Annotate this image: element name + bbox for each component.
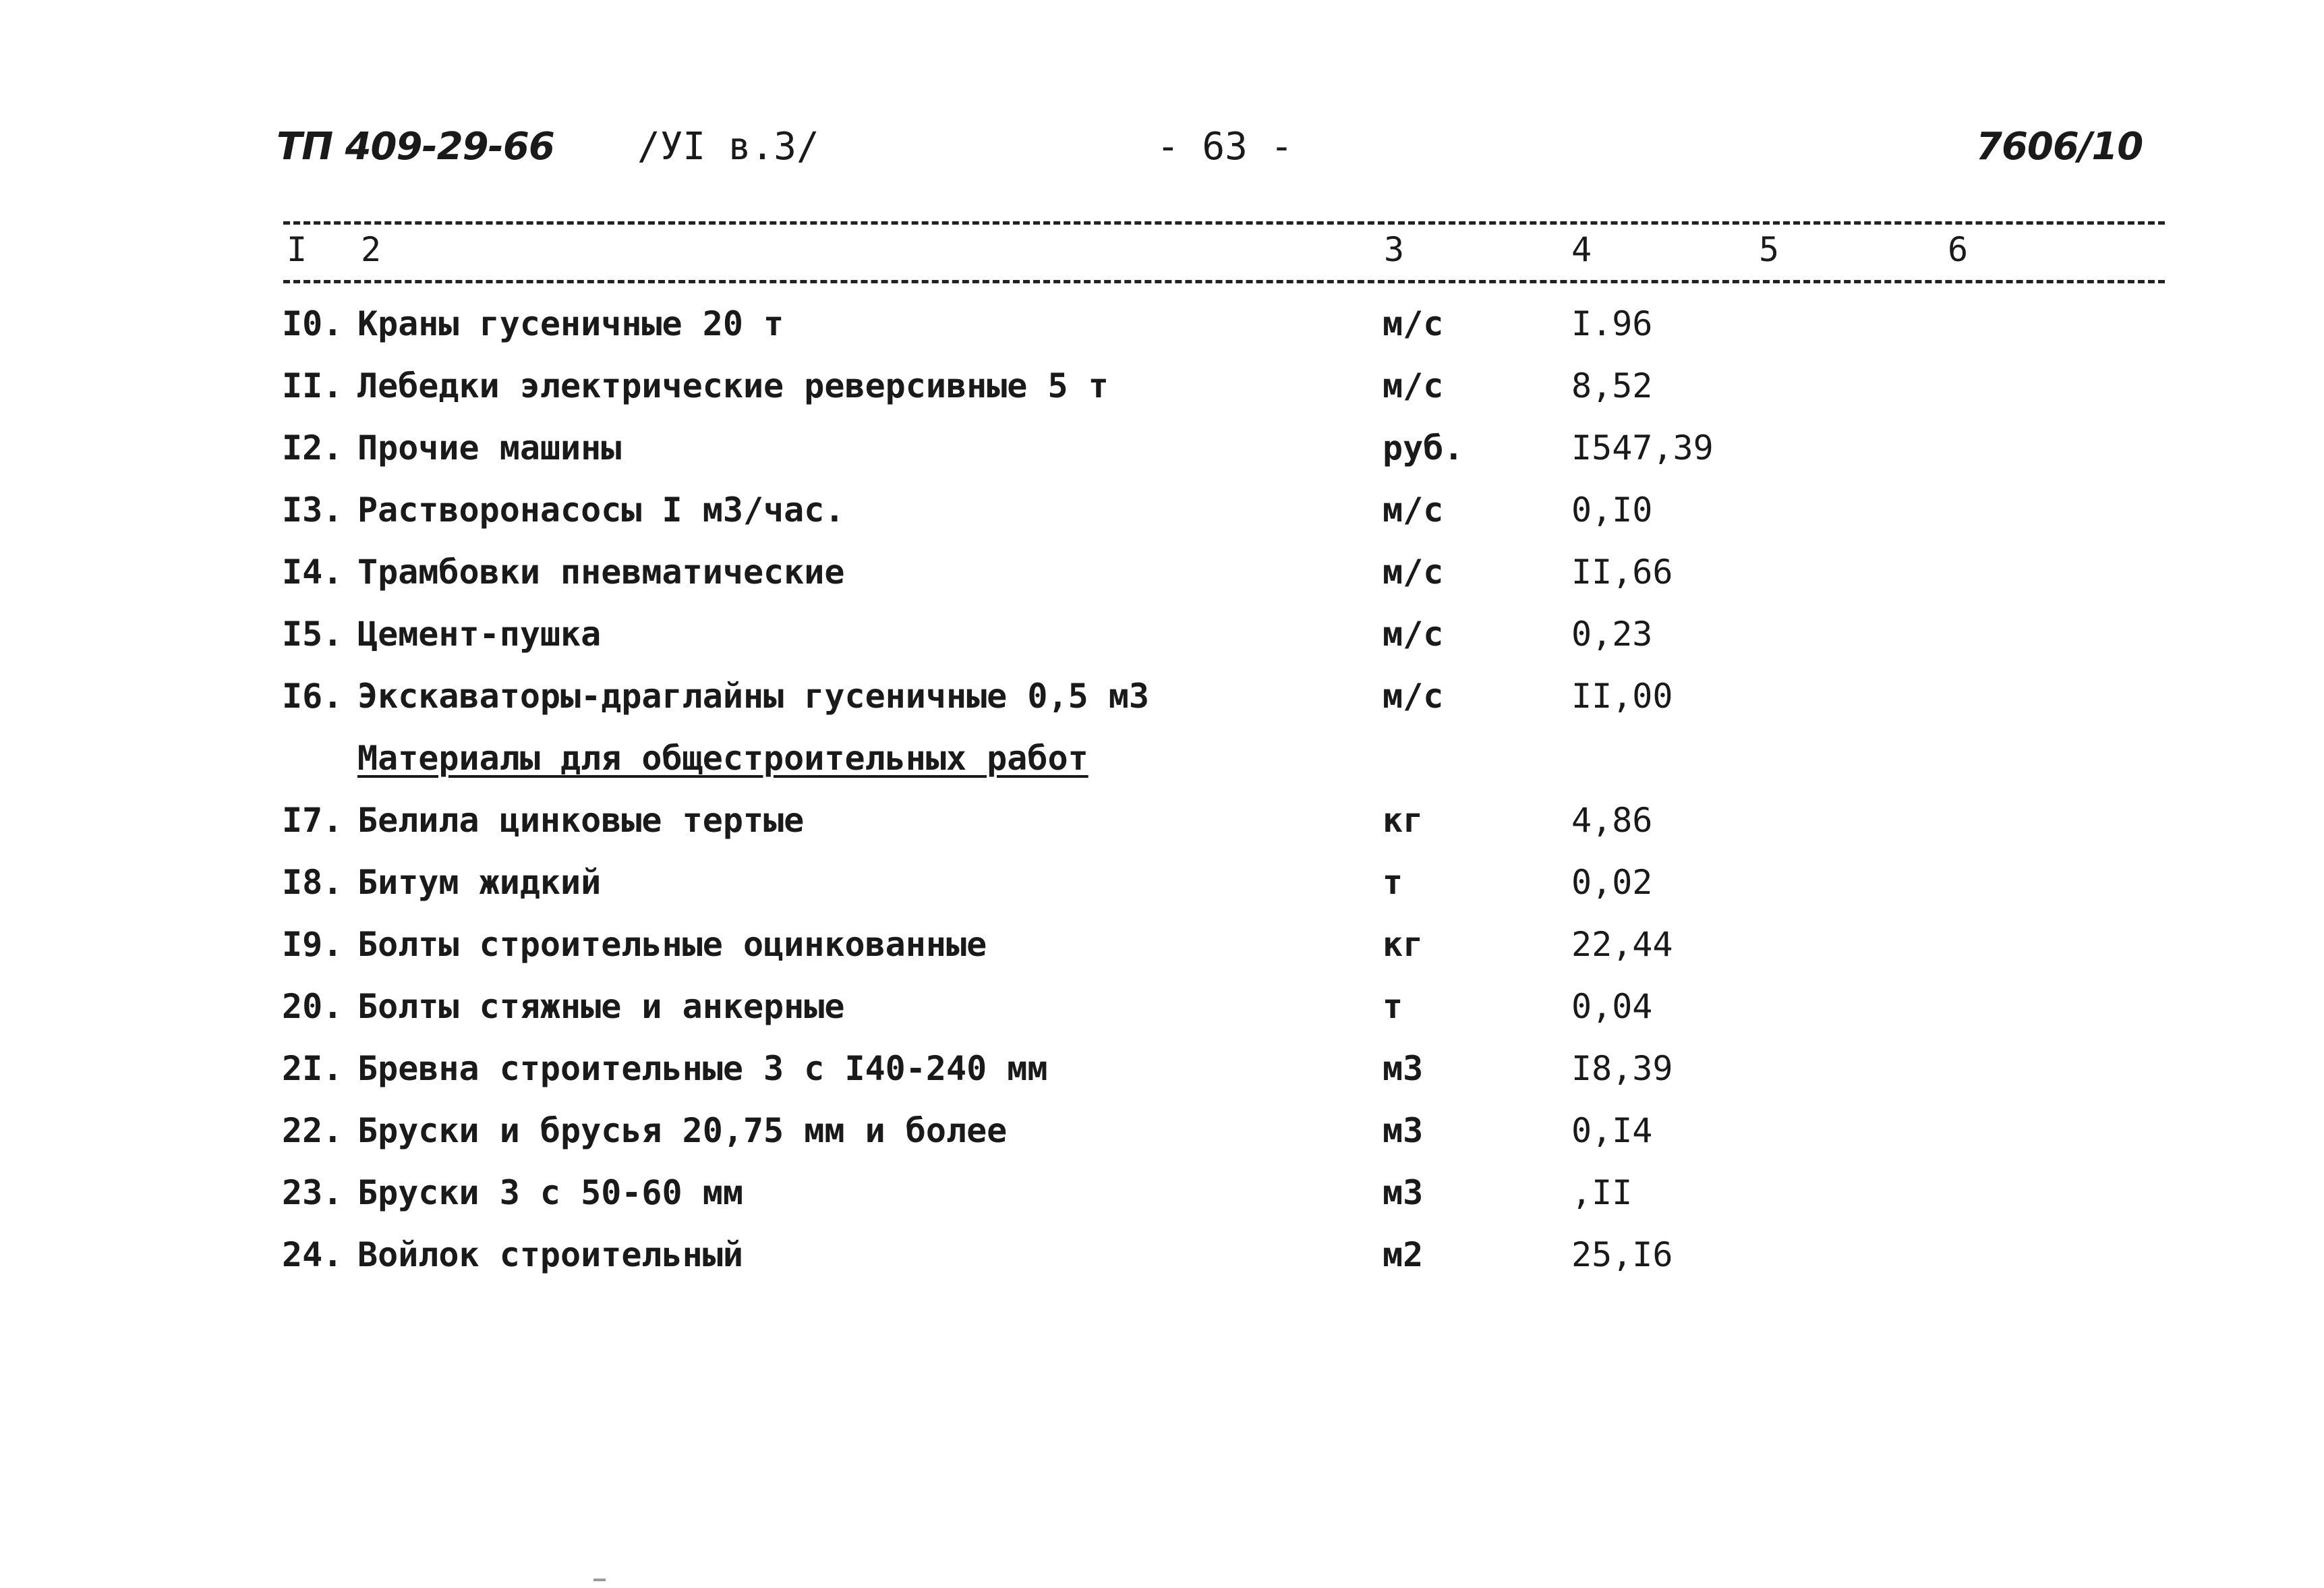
column-header-5: 5 bbox=[1759, 230, 1780, 269]
row-number: 24. bbox=[282, 1235, 343, 1274]
row-unit: кг bbox=[1383, 801, 1424, 840]
row-number: 2I. bbox=[282, 1049, 343, 1088]
row-quantity: I8,39 bbox=[1571, 1049, 1673, 1088]
row-unit: м/с bbox=[1383, 615, 1444, 654]
row-name: Растворонасосы I м3/час. bbox=[357, 490, 845, 530]
table-row bbox=[0, 552, 2324, 617]
row-name: Болты стяжные и анкерные bbox=[357, 987, 845, 1026]
row-name: Войлок строительный bbox=[357, 1235, 743, 1274]
row-unit: м/с bbox=[1383, 304, 1444, 343]
column-header-6: 6 bbox=[1948, 230, 1969, 269]
row-name: Прочие машины bbox=[357, 428, 622, 467]
table-row bbox=[0, 987, 2324, 1052]
drawing-number: 7606/10 bbox=[1976, 125, 2143, 169]
page-header bbox=[0, 0, 2324, 202]
row-quantity: 8,52 bbox=[1571, 366, 1653, 405]
row-name: Краны гусеничные 20 т bbox=[357, 304, 784, 343]
row-quantity: II,00 bbox=[1571, 677, 1673, 716]
document-code: ТП 409-29-66 bbox=[277, 125, 554, 169]
row-quantity: 22,44 bbox=[1571, 925, 1673, 964]
row-quantity: 0,I0 bbox=[1571, 490, 1653, 530]
row-quantity: II,66 bbox=[1571, 552, 1673, 592]
column-header-1: I bbox=[287, 230, 308, 269]
row-unit: т bbox=[1383, 863, 1403, 902]
page-number: - 63 - bbox=[1157, 125, 1294, 169]
row-number: I6. bbox=[282, 677, 343, 716]
table-header-rule bbox=[283, 280, 2165, 283]
row-number: 20. bbox=[282, 987, 343, 1026]
table-row bbox=[0, 428, 2324, 493]
table-row bbox=[0, 1111, 2324, 1176]
row-number: I8. bbox=[282, 863, 343, 902]
row-unit: м/с bbox=[1383, 366, 1444, 405]
resource-table bbox=[0, 304, 2324, 1300]
row-unit: м/с bbox=[1383, 677, 1444, 716]
row-name: Бревна строительные 3 с I40-240 мм bbox=[357, 1049, 1048, 1088]
table-row bbox=[0, 617, 2324, 679]
row-name: Бруски и брусья 20,75 мм и более bbox=[357, 1111, 1008, 1150]
row-name: Экскаваторы-драглайны гусеничные 0,5 м3 bbox=[357, 677, 1149, 716]
row-quantity: 25,I6 bbox=[1571, 1235, 1673, 1274]
table-row bbox=[0, 490, 2324, 555]
row-quantity: I547,39 bbox=[1571, 428, 1714, 467]
section-title: Материалы для общестроительных работ bbox=[357, 739, 1088, 778]
table-row bbox=[0, 679, 2324, 741]
table-row bbox=[0, 1049, 2324, 1114]
row-name: Трамбовки пневматические bbox=[357, 552, 845, 592]
row-number: I0. bbox=[282, 304, 343, 343]
table-row bbox=[0, 925, 2324, 990]
scan-speck bbox=[593, 1579, 606, 1581]
row-name: Бруски 3 с 50-60 мм bbox=[357, 1173, 743, 1212]
row-unit: м3 bbox=[1383, 1049, 1424, 1088]
table-row bbox=[0, 1173, 2324, 1238]
row-number: I3. bbox=[282, 490, 343, 530]
volume-label: /УI в.3/ bbox=[637, 125, 819, 169]
row-quantity: ,II bbox=[1571, 1173, 1633, 1212]
row-name: Цемент-пушка bbox=[357, 615, 602, 654]
row-unit: м3 bbox=[1383, 1111, 1424, 1150]
row-unit: м3 bbox=[1383, 1173, 1424, 1212]
row-name: Белила цинковые тертые bbox=[357, 801, 805, 840]
row-number: I7. bbox=[282, 801, 343, 840]
row-number: 22. bbox=[282, 1111, 343, 1150]
row-quantity: 0,02 bbox=[1571, 863, 1653, 902]
row-unit: м2 bbox=[1383, 1235, 1424, 1274]
row-unit: м/с bbox=[1383, 552, 1444, 592]
column-header-3: 3 bbox=[1384, 230, 1405, 269]
row-name: Болты строительные оцинкованные bbox=[357, 925, 987, 964]
row-unit: м/с bbox=[1383, 490, 1444, 530]
row-unit: кг bbox=[1383, 925, 1424, 964]
row-number: I5. bbox=[282, 615, 343, 654]
row-number: II. bbox=[282, 366, 343, 405]
row-quantity: 0,I4 bbox=[1571, 1111, 1653, 1150]
section-heading-row bbox=[0, 741, 2324, 803]
row-number: I2. bbox=[282, 428, 343, 467]
row-number: 23. bbox=[282, 1173, 343, 1212]
table-row bbox=[0, 366, 2324, 431]
row-name: Лебедки электрические реверсивные 5 т bbox=[357, 366, 1109, 405]
column-header-2: 2 bbox=[361, 230, 382, 269]
row-quantity: I.96 bbox=[1571, 304, 1653, 343]
row-quantity: 4,86 bbox=[1571, 801, 1653, 840]
table-row bbox=[0, 863, 2324, 928]
row-number: I9. bbox=[282, 925, 343, 964]
table-row bbox=[0, 1235, 2324, 1300]
table-top-rule bbox=[283, 221, 2165, 225]
table-row bbox=[0, 803, 2324, 866]
row-quantity: 0,04 bbox=[1571, 987, 1653, 1026]
table-row bbox=[0, 304, 2324, 369]
row-unit: руб. bbox=[1383, 428, 1464, 467]
column-header-4: 4 bbox=[1571, 230, 1592, 269]
row-number: I4. bbox=[282, 552, 343, 592]
row-quantity: 0,23 bbox=[1571, 615, 1653, 654]
row-unit: т bbox=[1383, 987, 1403, 1026]
row-name: Битум жидкий bbox=[357, 863, 602, 902]
